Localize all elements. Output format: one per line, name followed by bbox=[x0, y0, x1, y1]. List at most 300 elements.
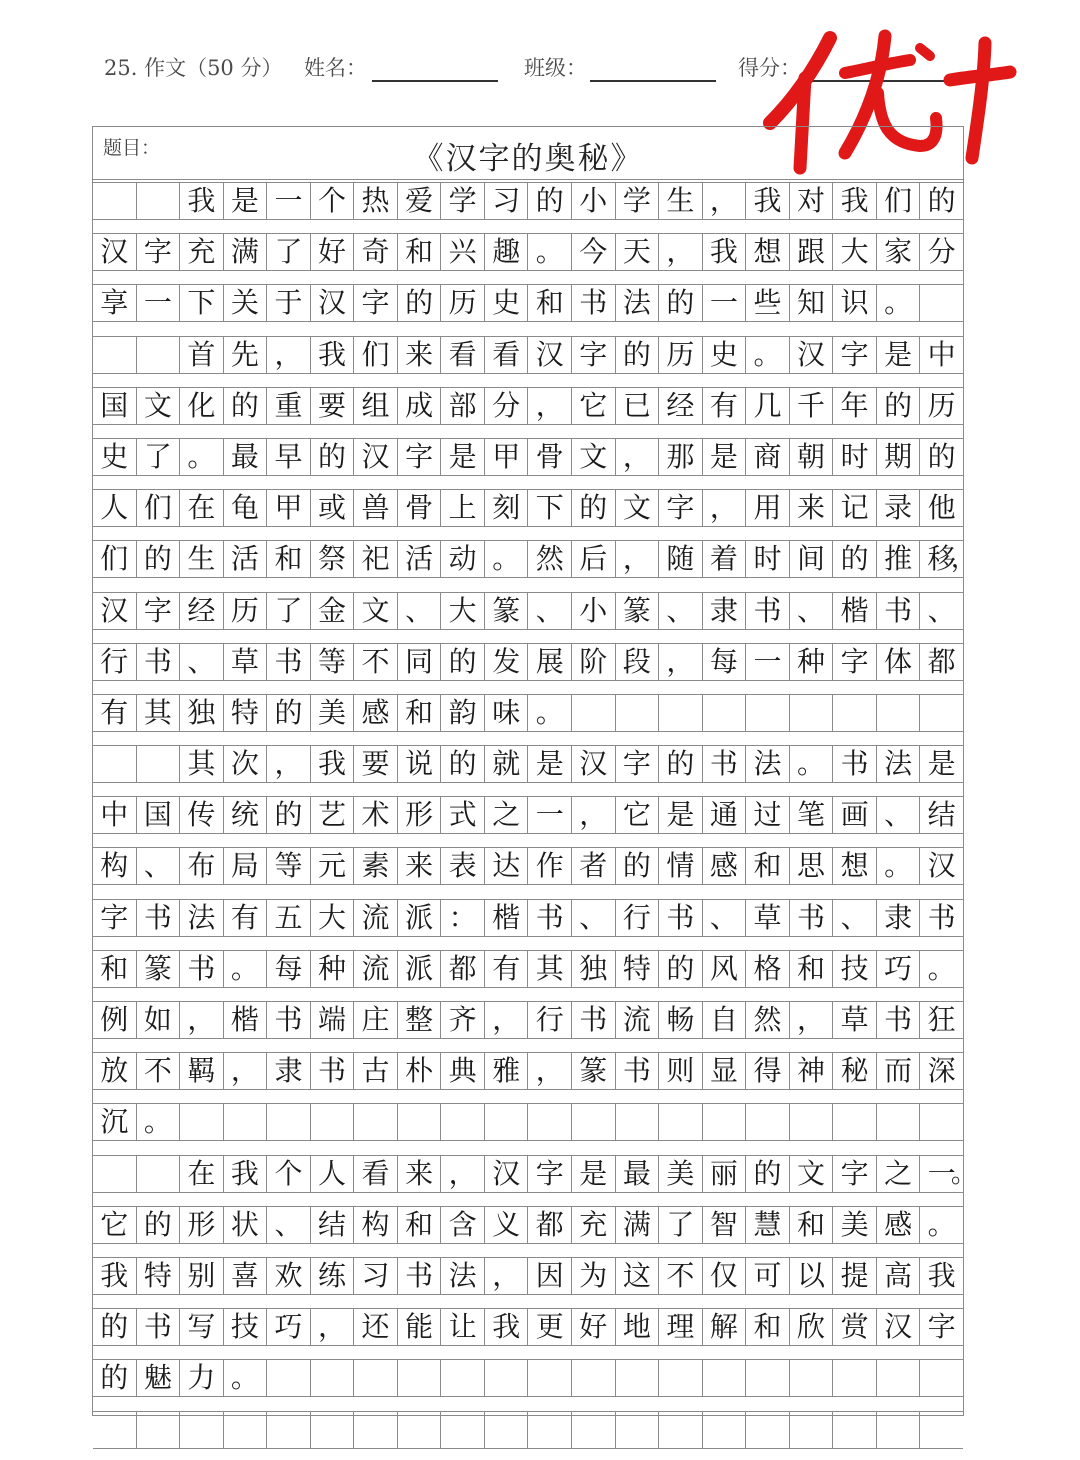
grid-cell bbox=[920, 1412, 963, 1448]
grid-cell: 书 bbox=[616, 1053, 660, 1089]
grid-cell bbox=[920, 1104, 963, 1140]
grid-cell: 们 bbox=[877, 183, 921, 219]
essay-title: 《汉字的奥秘》 bbox=[412, 141, 644, 177]
grid-cell: 想 bbox=[746, 234, 790, 270]
grid-row bbox=[93, 282, 963, 333]
grid-cell: ， bbox=[703, 183, 747, 219]
grid-cell bbox=[572, 1360, 616, 1396]
grid-cell bbox=[790, 1104, 834, 1140]
grid-cell bbox=[790, 1412, 834, 1448]
grid-cell: 隶 bbox=[703, 593, 747, 629]
grid-row bbox=[93, 743, 963, 794]
grid-cell: 天 bbox=[616, 234, 660, 270]
grid-cell: 好 bbox=[572, 1309, 616, 1345]
grid-cell: 沉 bbox=[93, 1104, 137, 1140]
grid-cell: 同 bbox=[398, 644, 442, 680]
grid-cell: ， bbox=[616, 439, 660, 475]
grid-cell: 一 。 bbox=[927, 1156, 977, 1190]
grid-cell: 和 bbox=[398, 234, 442, 270]
grid-cell: 美 bbox=[659, 1156, 703, 1192]
grid-cell: 楷 bbox=[485, 900, 529, 936]
grid-cell: 大 bbox=[441, 593, 485, 629]
grid-cell bbox=[224, 1104, 268, 1140]
grid-cell: 显 bbox=[703, 1053, 747, 1089]
grid-cell: 的 bbox=[659, 285, 703, 321]
grid-cell: 义 bbox=[485, 1207, 529, 1243]
grid-cell: 能 bbox=[398, 1309, 442, 1345]
grid-cell: 理 bbox=[659, 1309, 703, 1345]
grid-row-cells bbox=[93, 540, 977, 578]
grid-cell: 汉 bbox=[877, 1309, 921, 1345]
grid-cell: 因 bbox=[528, 1258, 572, 1294]
grid-cell: 段 bbox=[616, 644, 660, 680]
grid-cell bbox=[354, 1104, 398, 1140]
grid-cell: 独 bbox=[180, 695, 224, 731]
grid-cell: 一 bbox=[746, 644, 790, 680]
grid-cell: ， bbox=[267, 746, 311, 782]
grid-cell: 要 bbox=[311, 388, 355, 424]
grid-cell bbox=[703, 1360, 747, 1396]
grid-cell: 人 bbox=[311, 1156, 355, 1192]
grid-cell: 典 bbox=[441, 1053, 485, 1089]
grid-row bbox=[93, 1050, 963, 1101]
grid-cell: 次 bbox=[224, 746, 268, 782]
grid-cell: 行 bbox=[528, 1002, 572, 1038]
grid-cell: 化 bbox=[180, 388, 224, 424]
grid-cell: 后 bbox=[572, 541, 616, 577]
grid-cell: 畅 bbox=[659, 1002, 703, 1038]
grid-cell bbox=[572, 695, 616, 731]
grid-cell: 我 bbox=[833, 183, 877, 219]
grid-cell: 的 bbox=[746, 1156, 790, 1192]
grid-cell: 经 bbox=[659, 388, 703, 424]
grid-cell: ， bbox=[180, 1002, 224, 1038]
grid-cell: 、 bbox=[398, 593, 442, 629]
grid-cell: ， bbox=[790, 1002, 834, 1038]
grid-row bbox=[93, 794, 963, 845]
grid-cell bbox=[920, 285, 963, 321]
grid-cell: 一 bbox=[703, 285, 747, 321]
grid-cell: 史 bbox=[93, 439, 137, 475]
class-field-line[interactable] bbox=[590, 80, 716, 82]
grid-cell: 都 bbox=[528, 1207, 572, 1243]
grid-cell: 其 bbox=[180, 746, 224, 782]
grid-cell bbox=[572, 1412, 616, 1448]
grid-cell: 。 bbox=[790, 746, 834, 782]
grid-row bbox=[93, 538, 977, 589]
grid-cell: 充 bbox=[572, 1207, 616, 1243]
grid-cell: 特 bbox=[224, 695, 268, 731]
grid-row-cells bbox=[93, 387, 963, 425]
grid-cell bbox=[790, 695, 834, 731]
title-row bbox=[93, 127, 963, 180]
grid-cell bbox=[877, 1412, 921, 1448]
grid-cell: 文 bbox=[572, 439, 616, 475]
grid-cell: 都 bbox=[441, 951, 485, 987]
grid-cell: 流 bbox=[354, 900, 398, 936]
grid-cell: 是 bbox=[927, 747, 956, 781]
grid-cell: 间 bbox=[790, 541, 834, 577]
grid-row bbox=[93, 948, 963, 999]
grid-cell bbox=[920, 1360, 963, 1396]
grid-cell: 种 bbox=[790, 644, 834, 680]
grid-cell: 我 bbox=[180, 183, 224, 219]
grid-cell: 、 bbox=[180, 644, 224, 680]
grid-cell: 的 bbox=[137, 1207, 181, 1243]
grid-cell: 书 bbox=[877, 593, 921, 629]
grid-cell: 美 bbox=[311, 695, 355, 731]
grid-cell: 和 bbox=[746, 1309, 790, 1345]
grid-cell: 智 bbox=[703, 1207, 747, 1243]
grid-cell: 不 bbox=[137, 1053, 181, 1089]
grid-cell bbox=[137, 183, 181, 219]
question-number: 25. 作文（50 分） bbox=[104, 56, 283, 80]
grid-cell bbox=[398, 1104, 442, 1140]
grid-row bbox=[93, 231, 963, 282]
grid-cell: 术 bbox=[354, 797, 398, 833]
grid-cell: 首 bbox=[180, 337, 224, 373]
grid-cell bbox=[267, 1360, 311, 1396]
grid-cell: 们 bbox=[93, 541, 137, 577]
grid-cell: 重 bbox=[267, 388, 311, 424]
grid-cell: 们 bbox=[137, 490, 181, 526]
grid-cell: 一 bbox=[267, 183, 311, 219]
grid-cell bbox=[616, 1412, 660, 1448]
grid-row-cells bbox=[93, 1308, 963, 1346]
grid-cell: ， bbox=[485, 1002, 529, 1038]
grid-cell: 一 bbox=[528, 797, 572, 833]
grid-cell: 。 bbox=[746, 337, 790, 373]
grid-cell: 了 bbox=[267, 593, 311, 629]
grid-cell: 传 bbox=[180, 797, 224, 833]
grid-cell: 画 bbox=[833, 797, 877, 833]
grid-cell: 以 bbox=[790, 1258, 834, 1294]
writing-grid[interactable] bbox=[93, 180, 977, 1460]
grid-cell: 部 bbox=[441, 388, 485, 424]
grid-cell: 最 bbox=[224, 439, 268, 475]
grid-cell: 法 bbox=[180, 900, 224, 936]
grid-cell: 说 bbox=[398, 746, 442, 782]
grid-cell: 要 bbox=[354, 746, 398, 782]
grid-cell: 字 bbox=[833, 337, 877, 373]
grid-cell bbox=[833, 1104, 877, 1140]
grid-cell: 。 bbox=[927, 1207, 956, 1241]
grid-cell: 其 bbox=[137, 695, 181, 731]
grid-row-cells bbox=[93, 694, 963, 732]
grid-cell: 欣 bbox=[790, 1309, 834, 1345]
grid-cell: 书 bbox=[137, 644, 181, 680]
grid-cell: 看 bbox=[354, 1156, 398, 1192]
grid-cell: 组 bbox=[354, 388, 398, 424]
grid-cell: 文 bbox=[137, 388, 181, 424]
grid-cell: 书 bbox=[267, 644, 311, 680]
grid-cell: 历 bbox=[927, 388, 956, 422]
grid-cell: 特 bbox=[137, 1258, 181, 1294]
grid-row-cells bbox=[93, 438, 963, 476]
grid-cell: 我 bbox=[927, 1258, 956, 1292]
grid-cell: 字 bbox=[833, 1156, 877, 1192]
grid-cell: 字 bbox=[137, 593, 181, 629]
grid-row-cells bbox=[93, 745, 963, 783]
grid-row bbox=[93, 845, 963, 896]
grid-cell: 魅 bbox=[137, 1360, 181, 1396]
grid-cell: 如 bbox=[137, 1002, 181, 1038]
grid-cell: 感 bbox=[703, 848, 747, 884]
grid-cell: 汉 bbox=[572, 746, 616, 782]
grid-cell: 这 bbox=[616, 1258, 660, 1294]
grid-cell: 丽 bbox=[703, 1156, 747, 1192]
grid-cell: 隶 bbox=[267, 1053, 311, 1089]
grid-cell: 的 bbox=[311, 439, 355, 475]
grid-cell: 历 bbox=[224, 593, 268, 629]
grid-cell: 都 bbox=[927, 644, 956, 678]
grid-cell: 年 bbox=[833, 388, 877, 424]
grid-cell: 期 bbox=[877, 439, 921, 475]
grid-cell: 我 bbox=[93, 1258, 137, 1294]
grid-cell: 经 bbox=[180, 593, 224, 629]
grid-row-cells bbox=[93, 1206, 963, 1244]
grid-cell: 技 bbox=[224, 1309, 268, 1345]
grid-row-cells bbox=[93, 950, 963, 988]
grid-cell: 特 bbox=[616, 951, 660, 987]
grid-row-cells bbox=[93, 1359, 963, 1397]
grid-cell: 。 bbox=[224, 951, 268, 987]
grid-cell: 刻 bbox=[485, 490, 529, 526]
grid-row-cells bbox=[93, 489, 963, 527]
grid-cell: 而 bbox=[877, 1053, 921, 1089]
grid-cell: 素 bbox=[354, 848, 398, 884]
grid-cell bbox=[485, 1412, 529, 1448]
grid-cell: 骨 bbox=[528, 439, 572, 475]
grid-cell: 含 bbox=[441, 1207, 485, 1243]
grid-cell bbox=[398, 1360, 442, 1396]
grid-cell: 习 bbox=[485, 183, 529, 219]
grid-cell: 地 bbox=[616, 1309, 660, 1345]
grid-cell: 了 bbox=[659, 1207, 703, 1243]
grid-cell: 则 bbox=[659, 1053, 703, 1089]
grid-cell: 发 bbox=[485, 644, 529, 680]
grid-cell: 的 bbox=[659, 951, 703, 987]
grid-cell: 的 bbox=[93, 1360, 137, 1396]
grid-cell: 等 bbox=[267, 848, 311, 884]
grid-cell: 书 bbox=[137, 1309, 181, 1345]
grid-cell: 好 bbox=[311, 234, 355, 270]
grid-row-cells bbox=[93, 899, 963, 937]
grid-cell: 法 bbox=[616, 285, 660, 321]
grid-cell: 力 bbox=[180, 1360, 224, 1396]
grid-cell: 书 bbox=[572, 285, 616, 321]
grid-cell: 高 bbox=[877, 1258, 921, 1294]
grid-cell: 文 bbox=[790, 1156, 834, 1192]
grid-cell bbox=[833, 1412, 877, 1448]
grid-row bbox=[93, 1255, 963, 1306]
grid-cell bbox=[703, 1104, 747, 1140]
grid-cell: 了 bbox=[267, 234, 311, 270]
grid-cell bbox=[485, 1104, 529, 1140]
grid-cell: 放 bbox=[93, 1053, 137, 1089]
grid-cell: 提 bbox=[833, 1258, 877, 1294]
grid-cell: 早 bbox=[267, 439, 311, 475]
grid-cell: 构 bbox=[354, 1207, 398, 1243]
grid-row-cells bbox=[93, 1103, 963, 1141]
grid-cell: 甲 bbox=[485, 439, 529, 475]
grid-cell bbox=[746, 1104, 790, 1140]
grid-cell: 的 bbox=[441, 746, 485, 782]
grid-cell: 巧 bbox=[877, 951, 921, 987]
grid-cell: 我 bbox=[311, 746, 355, 782]
grid-row bbox=[93, 1204, 963, 1255]
grid-row bbox=[93, 385, 963, 436]
grid-cell: 写 bbox=[180, 1309, 224, 1345]
grid-cell: 已 bbox=[616, 388, 660, 424]
grid-cell: 、 bbox=[137, 848, 181, 884]
grid-cell: 展 bbox=[528, 644, 572, 680]
grid-cell: 兽 bbox=[354, 490, 398, 526]
grid-cell bbox=[441, 1360, 485, 1396]
grid-cell: 它 bbox=[616, 797, 660, 833]
grid-cell: 。 bbox=[528, 695, 572, 731]
grid-cell: 书 bbox=[790, 900, 834, 936]
grid-cell: 草 bbox=[833, 1002, 877, 1038]
grid-cell: 行 bbox=[616, 900, 660, 936]
grid-cell: 独 bbox=[572, 951, 616, 987]
grid-cell: 学 bbox=[616, 183, 660, 219]
grid-cell: 我 bbox=[224, 1156, 268, 1192]
grid-cell bbox=[180, 1412, 224, 1448]
grid-cell: 我 bbox=[485, 1309, 529, 1345]
grid-cell: 甲 bbox=[267, 490, 311, 526]
grid-cell: 那 bbox=[659, 439, 703, 475]
grid-cell: 派 bbox=[398, 951, 442, 987]
grid-cell: 汉 bbox=[93, 234, 137, 270]
grid-cell: 结 bbox=[927, 798, 956, 832]
grid-cell: 者 bbox=[572, 848, 616, 884]
grid-cell: 和 bbox=[790, 951, 834, 987]
grid-cell: 书 bbox=[267, 1002, 311, 1038]
grid-cell: 祀 bbox=[354, 541, 398, 577]
grid-cell bbox=[311, 1104, 355, 1140]
grid-row bbox=[93, 1153, 977, 1204]
grid-cell: 齐 bbox=[441, 1002, 485, 1038]
grid-cell: 感 bbox=[877, 1207, 921, 1243]
grid-cell: 时 bbox=[833, 439, 877, 475]
grid-cell: 书 bbox=[311, 1053, 355, 1089]
grid-cell: 文 bbox=[354, 593, 398, 629]
grid-cell: 别 bbox=[180, 1258, 224, 1294]
grid-cell: 下 bbox=[180, 285, 224, 321]
grid-cell: 之 bbox=[877, 1156, 921, 1192]
grid-row-cells bbox=[93, 182, 963, 220]
grid-cell: 字 bbox=[398, 439, 442, 475]
grid-cell: 成 bbox=[398, 388, 442, 424]
grid-cell bbox=[746, 1412, 790, 1448]
grid-cell: 习 bbox=[354, 1258, 398, 1294]
grid-cell: 韵 bbox=[441, 695, 485, 731]
grid-cell: 是 bbox=[224, 183, 268, 219]
grid-cell: 、 bbox=[927, 593, 956, 627]
grid-cell: 兴 bbox=[441, 234, 485, 270]
grid-cell: 热 bbox=[354, 183, 398, 219]
grid-cell: 家 bbox=[877, 234, 921, 270]
grid-cell: 例 bbox=[93, 1002, 137, 1038]
grid-cell: 练 bbox=[311, 1258, 355, 1294]
grid-cell: 雅 bbox=[485, 1053, 529, 1089]
grid-cell: 的 bbox=[93, 1309, 137, 1345]
grid-cell: 汉 bbox=[93, 593, 137, 629]
grid-cell: 的 bbox=[528, 183, 572, 219]
grid-cell: 篆 bbox=[616, 593, 660, 629]
grid-row bbox=[93, 1101, 963, 1152]
grid-cell: 先 bbox=[224, 337, 268, 373]
grid-cell: 其 bbox=[528, 951, 572, 987]
grid-cell bbox=[93, 183, 137, 219]
grid-cell: 草 bbox=[746, 900, 790, 936]
grid-cell bbox=[311, 1360, 355, 1396]
grid-row bbox=[93, 641, 963, 692]
grid-cell: 解 bbox=[703, 1309, 747, 1345]
grid-cell: 自 bbox=[703, 1002, 747, 1038]
grid-cell: 元 bbox=[311, 848, 355, 884]
grid-cell bbox=[659, 695, 703, 731]
grid-row bbox=[93, 1357, 963, 1408]
name-label: 姓名： bbox=[304, 56, 367, 80]
grid-cell: ， bbox=[441, 1156, 485, 1192]
grid-row-cells bbox=[93, 1411, 963, 1449]
grid-cell: 行 bbox=[93, 644, 137, 680]
grid-cell: 学 bbox=[441, 183, 485, 219]
grid-cell: 巧 bbox=[267, 1309, 311, 1345]
grid-cell: 笔 bbox=[790, 797, 834, 833]
grid-cell: 的 bbox=[572, 490, 616, 526]
grid-cell: 书 bbox=[877, 1002, 921, 1038]
grid-cell: 字 bbox=[659, 490, 703, 526]
grid-row-cells bbox=[93, 1155, 977, 1193]
grid-cell bbox=[93, 337, 137, 373]
grid-cell: 分 bbox=[485, 388, 529, 424]
grid-cell: 、 bbox=[572, 900, 616, 936]
grid-cell: 有 bbox=[485, 951, 529, 987]
grid-cell: 它 bbox=[93, 1207, 137, 1243]
grid-cell: 大 bbox=[833, 234, 877, 270]
grid-cell: 结 bbox=[311, 1207, 355, 1243]
grid-cell: 的 bbox=[616, 337, 660, 373]
grid-cell: 字 bbox=[354, 285, 398, 321]
grid-cell: 让 bbox=[441, 1309, 485, 1345]
grid-cell: 书 bbox=[398, 1258, 442, 1294]
grid-cell: 于 bbox=[267, 285, 311, 321]
grid-cell: ， bbox=[311, 1309, 355, 1345]
score-label: 得分： bbox=[738, 56, 801, 80]
grid-cell: 流 bbox=[616, 1002, 660, 1038]
grid-cell: 可 bbox=[746, 1258, 790, 1294]
grid-cell: 生 bbox=[659, 183, 703, 219]
grid-cell bbox=[616, 1360, 660, 1396]
grid-row-cells bbox=[93, 1052, 963, 1090]
grid-cell: 、 bbox=[790, 593, 834, 629]
grid-cell: 法 bbox=[441, 1258, 485, 1294]
grid-cell: 汉 bbox=[485, 1156, 529, 1192]
grid-cell: 录 bbox=[877, 490, 921, 526]
grid-cell: 识 bbox=[833, 285, 877, 321]
grid-cell: 字 bbox=[572, 337, 616, 373]
grid-cell bbox=[267, 1412, 311, 1448]
name-field-line[interactable] bbox=[372, 80, 498, 82]
grid-cell bbox=[790, 1360, 834, 1396]
grid-cell: 五 bbox=[267, 900, 311, 936]
grid-cell: 一 bbox=[137, 285, 181, 321]
grid-cell: ， bbox=[659, 234, 703, 270]
grid-cell: 流 bbox=[354, 951, 398, 987]
